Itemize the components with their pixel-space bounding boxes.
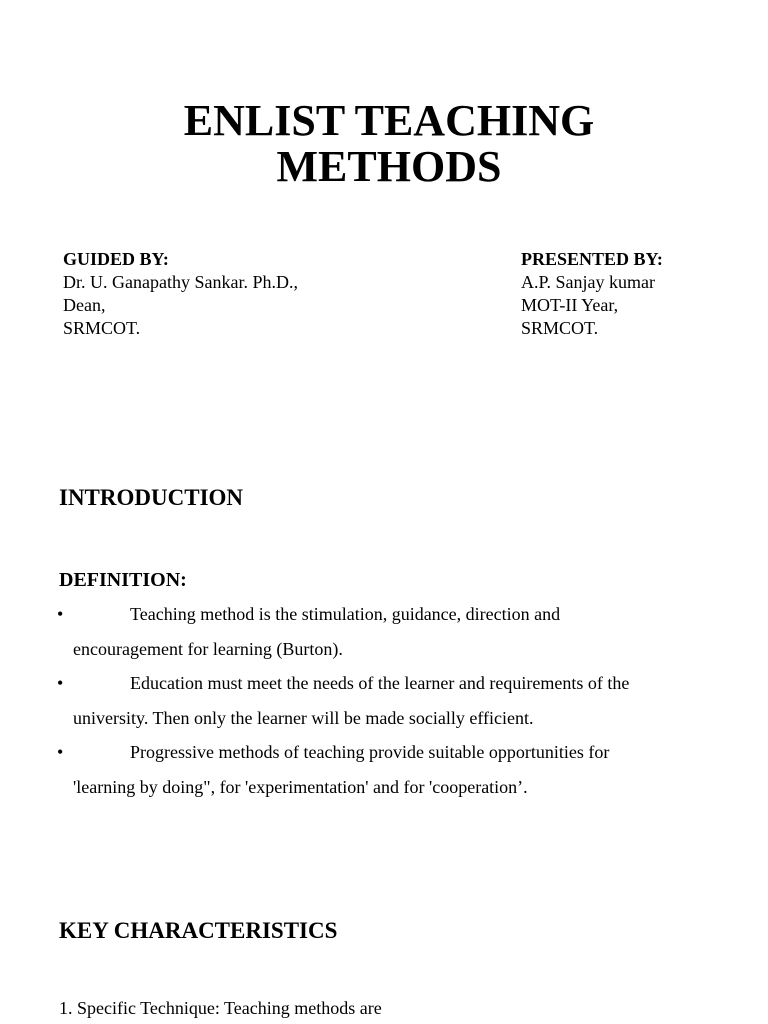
bullet-dot: •	[57, 673, 64, 693]
presented-by-institution: SRMCOT.	[521, 318, 599, 338]
guided-by-block	[63, 248, 298, 340]
list-item	[0, 739, 768, 808]
bullet-text-line-1: Progressive methods of teaching provide suitable opportunities for	[130, 742, 610, 762]
presented-by-block	[521, 248, 663, 340]
bullet-text-line-2: university. Then only the learner will be made socially efficient.	[73, 708, 534, 728]
presented-by-name: A.P. Sanjay kumar	[521, 272, 655, 292]
bullet-text-line-2: encouragement for learning (Burton).	[73, 639, 343, 659]
presented-by-year: MOT-II Year,	[521, 295, 619, 315]
title-line-1: ENLIST TEACHING	[183, 96, 595, 145]
guided-by-name: Dr. U. Ganapathy Sankar. Ph.D.,	[63, 272, 298, 292]
guided-by-heading: GUIDED BY:	[63, 249, 169, 269]
guided-by-institution: SRMCOT.	[63, 318, 141, 338]
guided-by-role: Dean,	[63, 295, 106, 315]
list-item	[0, 670, 768, 739]
definition-bullet-list	[0, 601, 768, 808]
list-item	[0, 601, 768, 670]
introduction-heading: INTRODUCTION	[59, 485, 244, 510]
bullet-text-line-2: 'learning by doing", for 'experimentation' and for 'cooperation’.	[73, 777, 528, 797]
bullet-dot: •	[57, 604, 64, 624]
key-characteristic-item: 1. Specific Technique: Teaching methods are	[59, 998, 382, 1018]
presented-by-heading: PRESENTED BY:	[521, 249, 663, 269]
document-title	[0, 98, 768, 190]
key-characteristics-heading: KEY CHARACTERISTICS	[59, 918, 338, 943]
title-line-2: METHODS	[276, 142, 502, 191]
bullet-text-line-1: Education must meet the needs of the learner and requirements of the	[130, 673, 630, 693]
definition-heading: DEFINITION:	[59, 569, 187, 591]
bullet-dot: •	[57, 742, 64, 762]
bullet-text-line-1: Teaching method is the stimulation, guidance, direction and	[130, 604, 561, 624]
